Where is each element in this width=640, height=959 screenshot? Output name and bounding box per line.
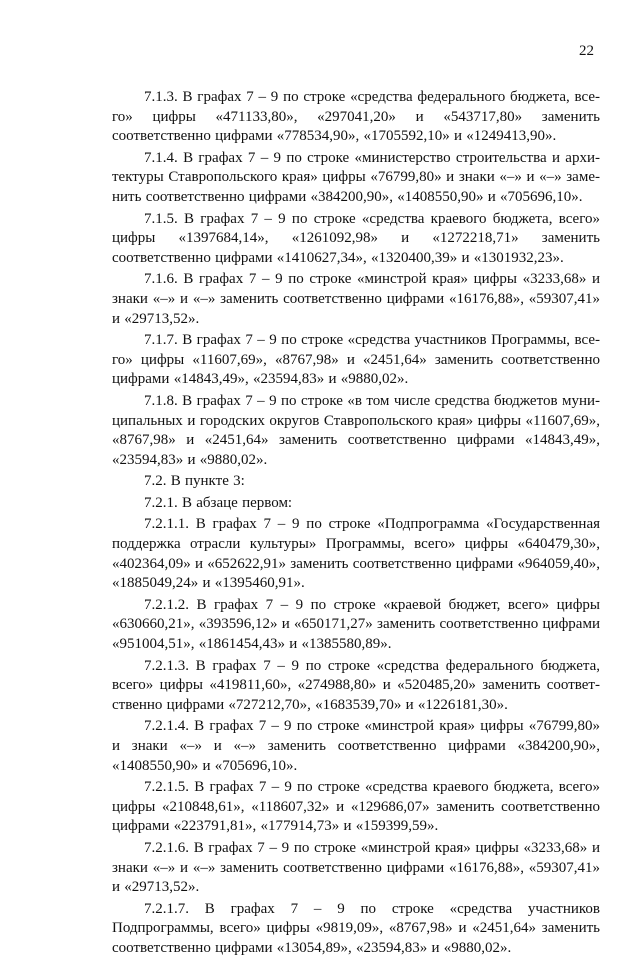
paragraph-7-1-5: 7.1.5. В графах 7 – 9 по строке «средства краевого бюджета, всего» цифры «1397684,14», «1261092,98» и «1272218,71» заменить соответственно цифрами «1410627,34», «1320400,39» и «1301932,23». [112, 210, 600, 266]
paragraph-7-1-6: 7.1.6. В графах 7 – 9 по строке «минстрой края» цифры «3233,68» и знаки «–» и «–» заменить соответственно цифрами «16176,88», «59307,41» и «29713,52». [112, 271, 600, 327]
paragraph-7-1-4: 7.1.4. В графах 7 – 9 по строке «министерство строительства и архитектуры Ставропольского края» цифры «76799,80» и знаки «–» и «–» заменить соответственно цифрами «384200,90», «1408550,90» и «705696,10». [112, 149, 600, 205]
paragraph-7-2-1-3: 7.2.1.3. В графах 7 – 9 по строке «средства федерального бюджета, всего» цифры «419811,60», «274988,80» и «520485,20» заменить соответственно цифрами «727212,70», «1683539,70» и «1226181,30». [112, 657, 600, 713]
paragraph-7-2: 7.2. В пункте 3: [144, 473, 245, 490]
page-number: 22 [579, 43, 594, 59]
paragraph-7-2-1-1: 7.2.1.1. В графах 7 – 9 по строке «Подпрограмма «Государственная поддержка отрасли культуры» Программы, всего» цифры «640479,30», «402364,09» и «652622,91» заменить соответственно цифрами «964059,40», «1885049,24» и «1395460,91». [112, 516, 600, 592]
paragraph-7-1-7: 7.1.7. В графах 7 – 9 по строке «средства участников Программы, всего» цифры «11607,69», «8767,98» и «2451,64» заменить соответственно цифрами «14843,49», «23594,83» и «9880,02». [112, 332, 600, 388]
paragraph-7-2-1-6: 7.2.1.6. В графах 7 – 9 по строке «минстрой края» цифры «3233,68» и знаки «–» и «–» заменить соответственно цифрами «16176,88», «59307,41» и «29713,52». [112, 839, 600, 896]
paragraph-7-2-1-7: 7.2.1.7. В графах 7 – 9 по строке «средства участников Подпрограммы, всего» цифры «9819,09», «8767,98» и «2451,64» заменить соответственно цифрами «13054,89», «23594,83» и «9880,02». [112, 900, 600, 956]
paragraph-7-2-1-5: 7.2.1.5. В графах 7 – 9 по строке «средства краевого бюджета, всего» цифры «210848,61», «118607,32» и «129686,07» заменить соответственно цифрами «223791,81», «177914,73» и «159399,59». [112, 779, 600, 835]
paragraph-7-2-1: 7.2.1. В абзаце первом: [144, 494, 293, 511]
paragraph-7-2-1-2: 7.2.1.2. В графах 7 – 9 по строке «краевой бюджет, всего» цифры «630660,21», «393596,12» и «650171,27» заменить соответственно цифрами «951004,51», «1861454,43» и «1385580,89». [112, 596, 600, 653]
document-body [112, 88, 600, 959]
paragraph-7-1-8: 7.1.8. В графах 7 – 9 по строке «в том числе средства бюджетов муниципальных и городских округов Ставропольского края» цифры «11607,69», «8767,98» и «2451,64» заменить соответственно цифрами «14843,49», «23594,83» и «9880,02». [112, 392, 600, 468]
paragraph-7-1-3: 7.1.3. В графах 7 – 9 по строке «средства федерального бюджета, всего» цифры «471133,80», «297041,20» и «543717,80» заменить соответственно цифрами «778534,90», «1705592,10» и «1249413,90». [112, 89, 600, 145]
paragraph-7-2-1-4: 7.2.1.4. В графах 7 – 9 по строке «минстрой края» цифры «76799,80» и знаки «–» и «–» заменить соответственно цифрами «384200,90», «1408550,90» и «705696,10». [112, 718, 600, 774]
